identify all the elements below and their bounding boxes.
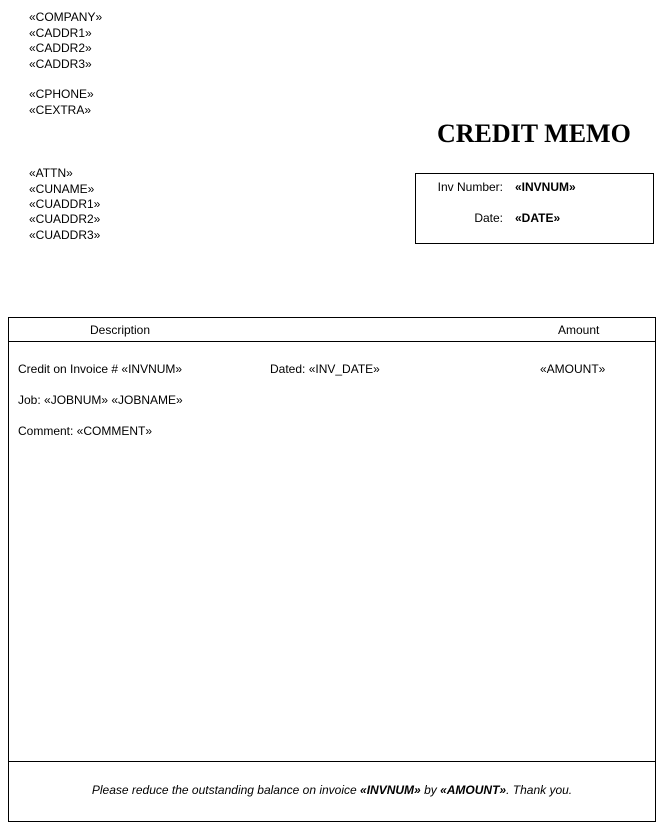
customer-name: «CUNAME» [29,182,95,196]
company-extra: «CEXTRA» [29,103,92,117]
customer-address-line-3: «CUADDR3» [29,228,101,242]
description-header: Description [90,323,151,337]
invoice-number-value: «INVNUM» [515,180,576,194]
invoice-dated-line: Dated: «INV_DATE» [270,362,380,376]
footer-text-after: . Thank you. [506,783,573,797]
company-address-line-2: «CADDR2» [29,41,92,55]
footer-amount: «AMOUNT» [440,783,507,797]
comment-line: Comment: «COMMENT» [18,424,153,438]
invoice-info-box [415,173,654,244]
document-title: CREDIT MEMO [437,119,631,148]
amount-header: Amount [558,323,600,337]
company-phone: «CPHONE» [29,87,94,101]
line-items-box [8,317,656,822]
company-address-line-3: «CADDR3» [29,57,92,71]
customer-address-line-2: «CUADDR2» [29,212,101,226]
footer-message [9,783,655,798]
footer-text-middle: by [420,783,441,797]
invoice-date-label: Date: [474,211,503,225]
invoice-number-label: Inv Number: [437,180,503,194]
amount-value: «AMOUNT» [540,362,606,376]
company-name: «COMPANY» [29,10,103,24]
invoice-date-value: «DATE» [515,211,561,225]
job-line: Job: «JOBNUM» «JOBNAME» [18,393,183,407]
footer-invnum: «INVNUM» [360,783,421,797]
company-address-line-1: «CADDR1» [29,26,92,40]
credit-invoice-line: Credit on Invoice # «INVNUM» [18,362,183,376]
header-divider [9,341,655,342]
customer-address-line-1: «CUADDR1» [29,197,101,211]
customer-attn: «ATTN» [29,166,73,180]
footer-text-before: Please reduce the outstanding balance on invoice [91,783,361,797]
footer-divider [9,761,655,762]
